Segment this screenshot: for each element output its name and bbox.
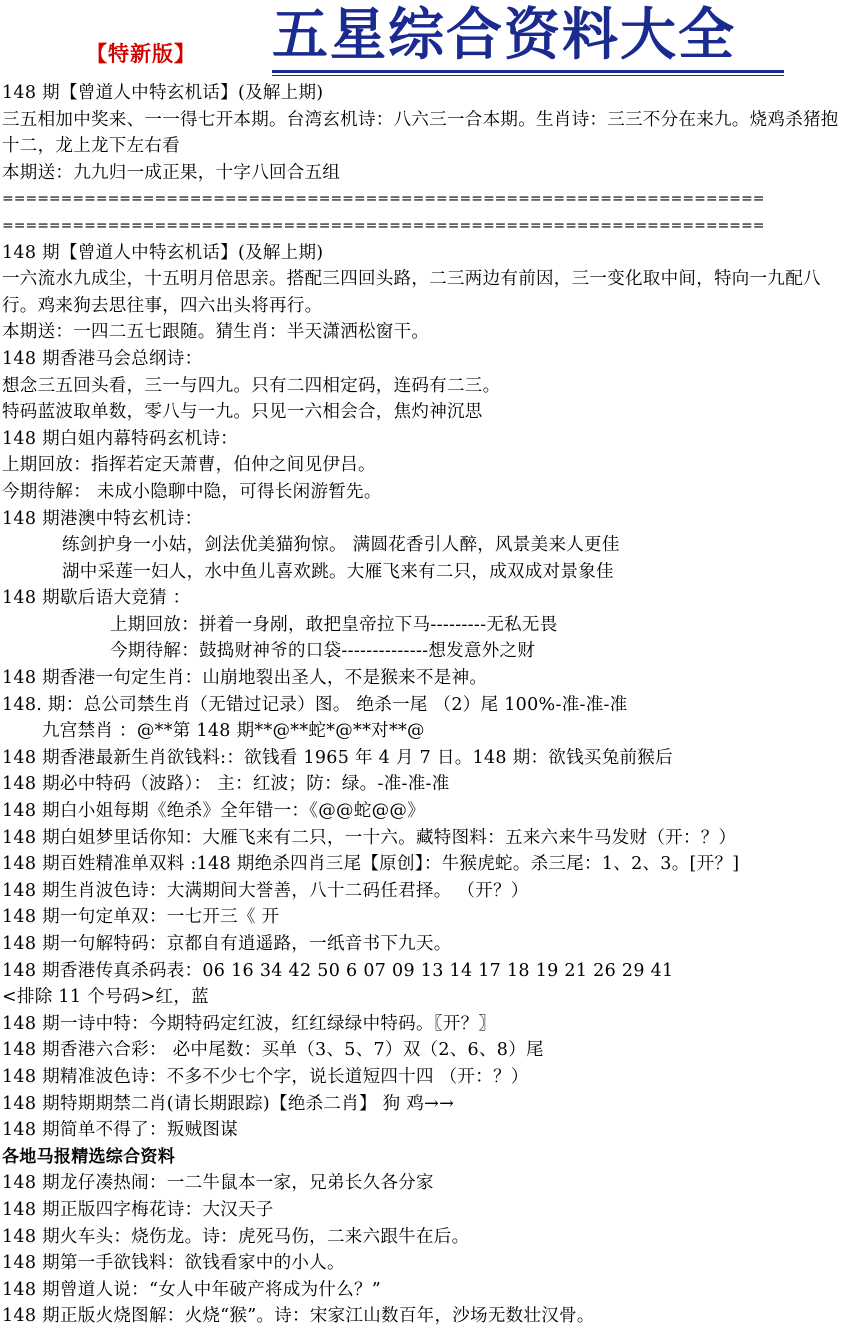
- text-line: 148 期【曾道人中特玄机话】(及解上期): [2, 242, 324, 263]
- text-line: 148 期白姐梦里话你知：大雁飞来有二只，一十六。藏特图料：五来六来牛马发财（开：？）: [2, 827, 737, 848]
- section-heading: 各地马报精选综合资料: [2, 1146, 175, 1167]
- text-line: 148 期生肖波色诗：大满期间大誉善，八十二码任君择。 （开？）: [2, 880, 529, 901]
- text-line: 148 期曾道人说：“女人中年破产将成为什么？”: [2, 1279, 382, 1300]
- text-line: 148 期简单不得了：叛贼图谋: [2, 1120, 238, 1141]
- text-line: 练剑护身一小姑，剑法优美猫狗惊。 满圆花香引人醉，风景美来人更佳: [62, 535, 620, 556]
- text-line: 特码蓝波取单数，零八与一九。只见一六相会合，焦灼神沉思: [2, 402, 483, 423]
- text-line: 148 期香港传真杀码表：06 16 34 42 50 6 07 09 13 14 17 18 19 21 26 29 41: [2, 960, 674, 981]
- text-line: 148 期白小姐每期《绝杀》全年错一：《@@蛇@@》: [2, 801, 426, 822]
- text-line: 148 期一句解特码：京都自有逍遥路，一纸音书下九天。: [2, 934, 452, 954]
- text-line: 148 期正版火烧图解：火烧“猴”。诗：宋家江山数百年，沙场无数壮汉骨。: [2, 1306, 595, 1327]
- text-line: 148 期精准波色诗：不多不少七个字，说长道短四十四 （开：？）: [2, 1066, 529, 1087]
- text-line: 今期待解：鼓捣财神爷的口袋--------------想发意外之财: [110, 641, 536, 662]
- text-line: 148 期特期期禁二肖(请长期跟踪)【绝杀二肖】 狗 鸡→→: [2, 1093, 455, 1114]
- text-line: <排除 11 个号码>红，蓝: [2, 987, 209, 1008]
- separator-line: =================================================================: [2, 191, 765, 208]
- text-line: 本期送：一四二五七跟随。猜生肖：半天潇洒松窗干。: [2, 322, 430, 343]
- text-line: 九宫禁肖 ：@**第 148 期**@**蛇*@**对**@: [42, 721, 425, 742]
- text-line: 148 期香港马会总纲诗：: [2, 348, 203, 369]
- text-line: 148 期港澳中特玄机诗：: [2, 508, 203, 529]
- text-line: 148 期香港六合彩： 必中尾数：买单（3、5、7）双（2、6、8）尾: [2, 1040, 544, 1061]
- text-line: 上期回放：指挥若定天萧曹，伯仲之间见伊吕。: [2, 455, 376, 476]
- page-header: [0, 0, 854, 82]
- text-line: 148 期香港一句定生肖：山崩地裂出圣人，不是猴来不是神。: [2, 668, 488, 689]
- text-line: 148 期必中特码（波路）： 主：红波；防：绿。-准-准-准: [2, 774, 450, 795]
- text-line: 148 期第一手欲钱料：欲钱看家中的小人。: [2, 1253, 345, 1274]
- text-line: 想念三五回头看，三一与四九。只有二四相定码，连码有二三。: [2, 375, 501, 396]
- text-line: 今期待解： 未成小隐聊中隐，可得长闲游暂先。: [2, 481, 382, 502]
- content-body: [2, 80, 854, 1330]
- text-line: 148 期龙仔凑热闹：一二牛鼠本一家，兄弟长久各分家: [2, 1173, 434, 1194]
- text-line: 148. 期：总公司禁生肖（无错过记录）图。 绝杀一尾 （2）尾 100%-准-准-准: [2, 694, 628, 715]
- separator-line: =================================================================: [2, 217, 765, 234]
- edition-badge: 【特新版】: [86, 41, 196, 66]
- text-line: 148 期火车头：烧伤龙。诗：虎死马伤，二来六跟牛在后。: [2, 1226, 470, 1247]
- text-line: 一六流水九成尘，十五明月倍思亲。搭配三四回头路，二三两边有前因，三一变化取中间，特向一九配八行。鸡来狗去思往事，四六出头将再行。: [2, 269, 821, 316]
- text-line: 148 期百姓精准单双料 :148 期绝杀四肖三尾【原创】：牛猴虎蛇。杀三尾：1、2、3。[开？]: [2, 854, 740, 875]
- page-title: 五星综合资料大全: [272, 2, 736, 68]
- title-underline: [272, 70, 784, 73]
- text-line: 148 期香港最新生肖欲钱料:：欲钱看 1965 年 4 月 7 日。148 期：欲钱买兔前猴后: [2, 747, 673, 768]
- text-line: 上期回放：拼着一身剐，敢把皇帝拉下马---------无私无畏: [110, 614, 558, 635]
- text-line: 148 期一句定单双：一七开三《 开: [2, 907, 280, 928]
- title-underline-thin: [272, 75, 784, 76]
- text-line: 148 期歇后语大竞猜 ：: [2, 588, 191, 609]
- text-line: 148 期白姐内幕特码玄机诗：: [2, 428, 238, 449]
- text-line: 三五相加中奖来、一一得七开本期。台湾玄机诗：八六三一合本期。生肖诗：三三不分在来九。烧鸡杀猪抱十二，龙上龙下左右看: [2, 109, 839, 157]
- text-line: 湖中采莲一妇人，水中鱼儿喜欢跳。大雁飞来有二只，成双成对景象佳: [62, 561, 614, 582]
- text-line: 148 期【曾道人中特玄机话】(及解上期): [2, 83, 324, 103]
- text-line: 148 期一诗中特：今期特码定红波，红红绿绿中特码。〖开？〗: [2, 1013, 497, 1034]
- text-line: 148 期正版四字梅花诗：大汉天子: [2, 1199, 274, 1220]
- text-line: 本期送：九九归一成正果，十字八回合五组: [2, 162, 341, 183]
